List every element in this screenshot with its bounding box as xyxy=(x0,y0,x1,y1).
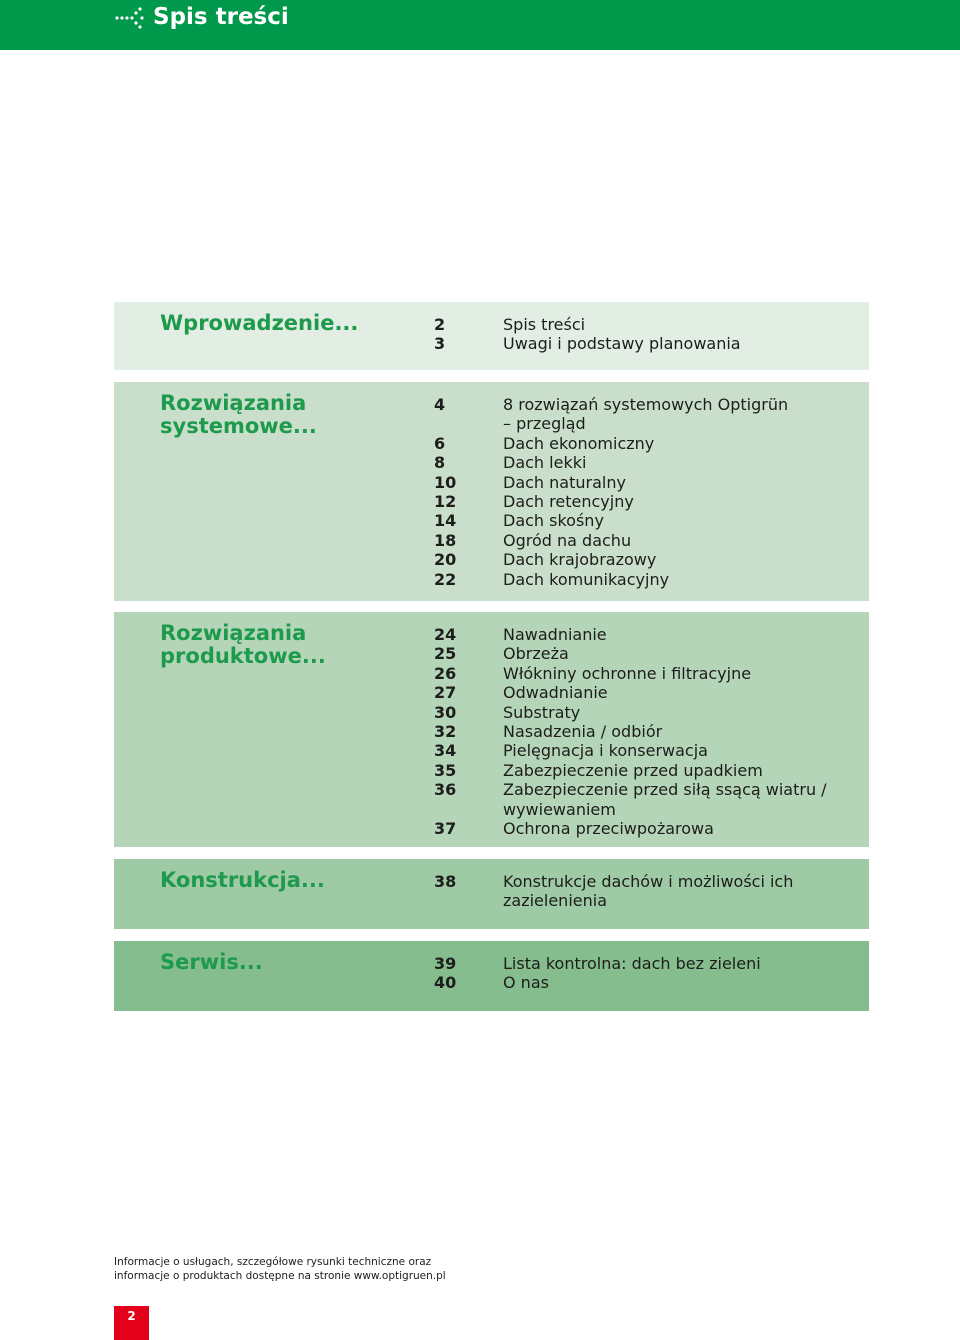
toc-entry[interactable] xyxy=(114,453,869,472)
toc-entry-text: Dach skośny xyxy=(503,511,604,531)
toc-entry-text: Nawadnianie xyxy=(503,625,607,644)
toc-page-number: 36 xyxy=(434,780,457,800)
footer-info-text: Informacje o usługach, szczegółowe rysunki techniczne oraz informacje o produktach dostępne na stronie www.optigruen.pl xyxy=(114,1256,446,1282)
toc-page-number: 14 xyxy=(434,511,457,531)
toc-entry-text: Obrzeża xyxy=(503,644,569,664)
section-wprowadzenie xyxy=(114,302,869,370)
toc-entry-text: Zabezpieczenie przed upadkiem xyxy=(503,760,763,780)
toc-page-number: 18 xyxy=(434,530,457,550)
toc-page-number: 32 xyxy=(434,722,457,742)
section-title: Konstrukcja... xyxy=(160,868,325,892)
toc-entry-text: Nasadzenia / odbiór xyxy=(503,722,663,742)
section-serwis xyxy=(114,941,869,1011)
toc-entry-text: Konstrukcje dachów i możliwości ich zazielenienia xyxy=(503,872,794,911)
toc-page-number: 8 xyxy=(434,453,446,473)
toc-page-number: 25 xyxy=(434,644,457,664)
toc-entry[interactable] xyxy=(114,683,869,702)
page-number-badge: 2 xyxy=(114,1306,149,1340)
toc-page-number: 3 xyxy=(434,334,446,354)
toc-page-number: 4 xyxy=(434,395,446,414)
toc-page-number: 39 xyxy=(434,954,457,973)
toc-entry[interactable] xyxy=(114,434,869,453)
toc-entry-text: Ogród na dachu xyxy=(503,530,632,550)
toc-entry-text: Odwadnianie xyxy=(503,683,608,703)
toc-page-number: 2 xyxy=(434,315,446,334)
toc-entry-text: Dach komunikacyjny xyxy=(503,569,670,589)
toc-entry[interactable] xyxy=(114,703,869,722)
section-title: Rozwiązania produktowe... xyxy=(160,621,326,668)
section-title: Rozwiązania systemowe... xyxy=(160,391,317,438)
toc-entry-text: Ochrona przeciwpożarowa xyxy=(503,819,714,839)
toc-entry-text: Dach krajobrazowy xyxy=(503,550,657,570)
toc-page-number: 24 xyxy=(434,625,457,644)
page-title: Spis treści xyxy=(153,4,289,30)
toc-page-number: 6 xyxy=(434,433,446,453)
toc-entry[interactable] xyxy=(114,954,869,973)
section-title: Wprowadzenie... xyxy=(160,311,359,335)
toc-page-number: 27 xyxy=(434,683,457,703)
toc-entry-text: Zabezpieczenie przed siłą ssącą wiatru / wywiewaniem xyxy=(503,780,827,819)
section-title: Serwis... xyxy=(160,950,263,974)
toc-page-number: 20 xyxy=(434,550,457,570)
toc-entry[interactable] xyxy=(114,395,869,434)
toc-page-number: 10 xyxy=(434,472,457,492)
toc-entry[interactable] xyxy=(114,741,869,760)
toc-entry-text: Spis treści xyxy=(503,315,586,334)
toc-entry-text: Uwagi i podstawy planowania xyxy=(503,334,741,354)
section-rozwiazania-produktowe xyxy=(114,612,869,847)
toc-entry[interactable] xyxy=(114,973,869,992)
toc-page-number: 26 xyxy=(434,663,457,683)
toc-page-number: 40 xyxy=(434,973,457,993)
toc-entry-text: Włókniny ochronne i filtracyjne xyxy=(503,663,752,683)
section-rozwiazania-systemowe xyxy=(114,382,869,601)
toc-page-number: 38 xyxy=(434,872,457,891)
toc-entry-text: O nas xyxy=(503,973,549,993)
toc-entry[interactable] xyxy=(114,644,869,663)
toc-entry[interactable] xyxy=(114,872,869,911)
toc-entry[interactable] xyxy=(114,511,869,530)
toc-page-number: 34 xyxy=(434,741,457,761)
page-header xyxy=(0,0,960,50)
toc-entry[interactable] xyxy=(114,531,869,550)
section-konstrukcja xyxy=(114,859,869,929)
toc-page-number: 30 xyxy=(434,702,457,722)
dotted-arrow-icon xyxy=(114,6,146,30)
toc-page-number: 22 xyxy=(434,569,457,589)
toc-entry[interactable] xyxy=(114,819,869,838)
toc-entry[interactable] xyxy=(114,780,869,819)
toc-entry[interactable] xyxy=(114,473,869,492)
toc-entry[interactable] xyxy=(114,761,869,780)
toc-entry[interactable] xyxy=(114,334,869,353)
toc-entry[interactable] xyxy=(114,492,869,511)
toc-entry-text: Substraty xyxy=(503,702,581,722)
toc-entry-text: Dach naturalny xyxy=(503,472,626,492)
toc-page-number: 35 xyxy=(434,760,457,780)
toc-entry[interactable] xyxy=(114,664,869,683)
toc-entry-text: Dach lekki xyxy=(503,453,587,473)
toc-entry-text: Pielęgnacja i konserwacja xyxy=(503,741,708,761)
toc-entry[interactable] xyxy=(114,570,869,589)
toc-page-number: 37 xyxy=(434,819,457,839)
toc-entry[interactable] xyxy=(114,722,869,741)
toc-entry-text: Dach ekonomiczny xyxy=(503,433,655,453)
toc-entry-text: 8 rozwiązań systemowych Optigrün – przegląd xyxy=(503,395,789,434)
toc-entry[interactable] xyxy=(114,550,869,569)
toc-entry-text: Lista kontrolna: dach bez zieleni xyxy=(503,954,761,973)
toc-page-number: 12 xyxy=(434,492,457,512)
toc-entry-text: Dach retencyjny xyxy=(503,492,634,512)
toc-entry[interactable] xyxy=(114,315,869,334)
toc-entry[interactable] xyxy=(114,625,869,644)
